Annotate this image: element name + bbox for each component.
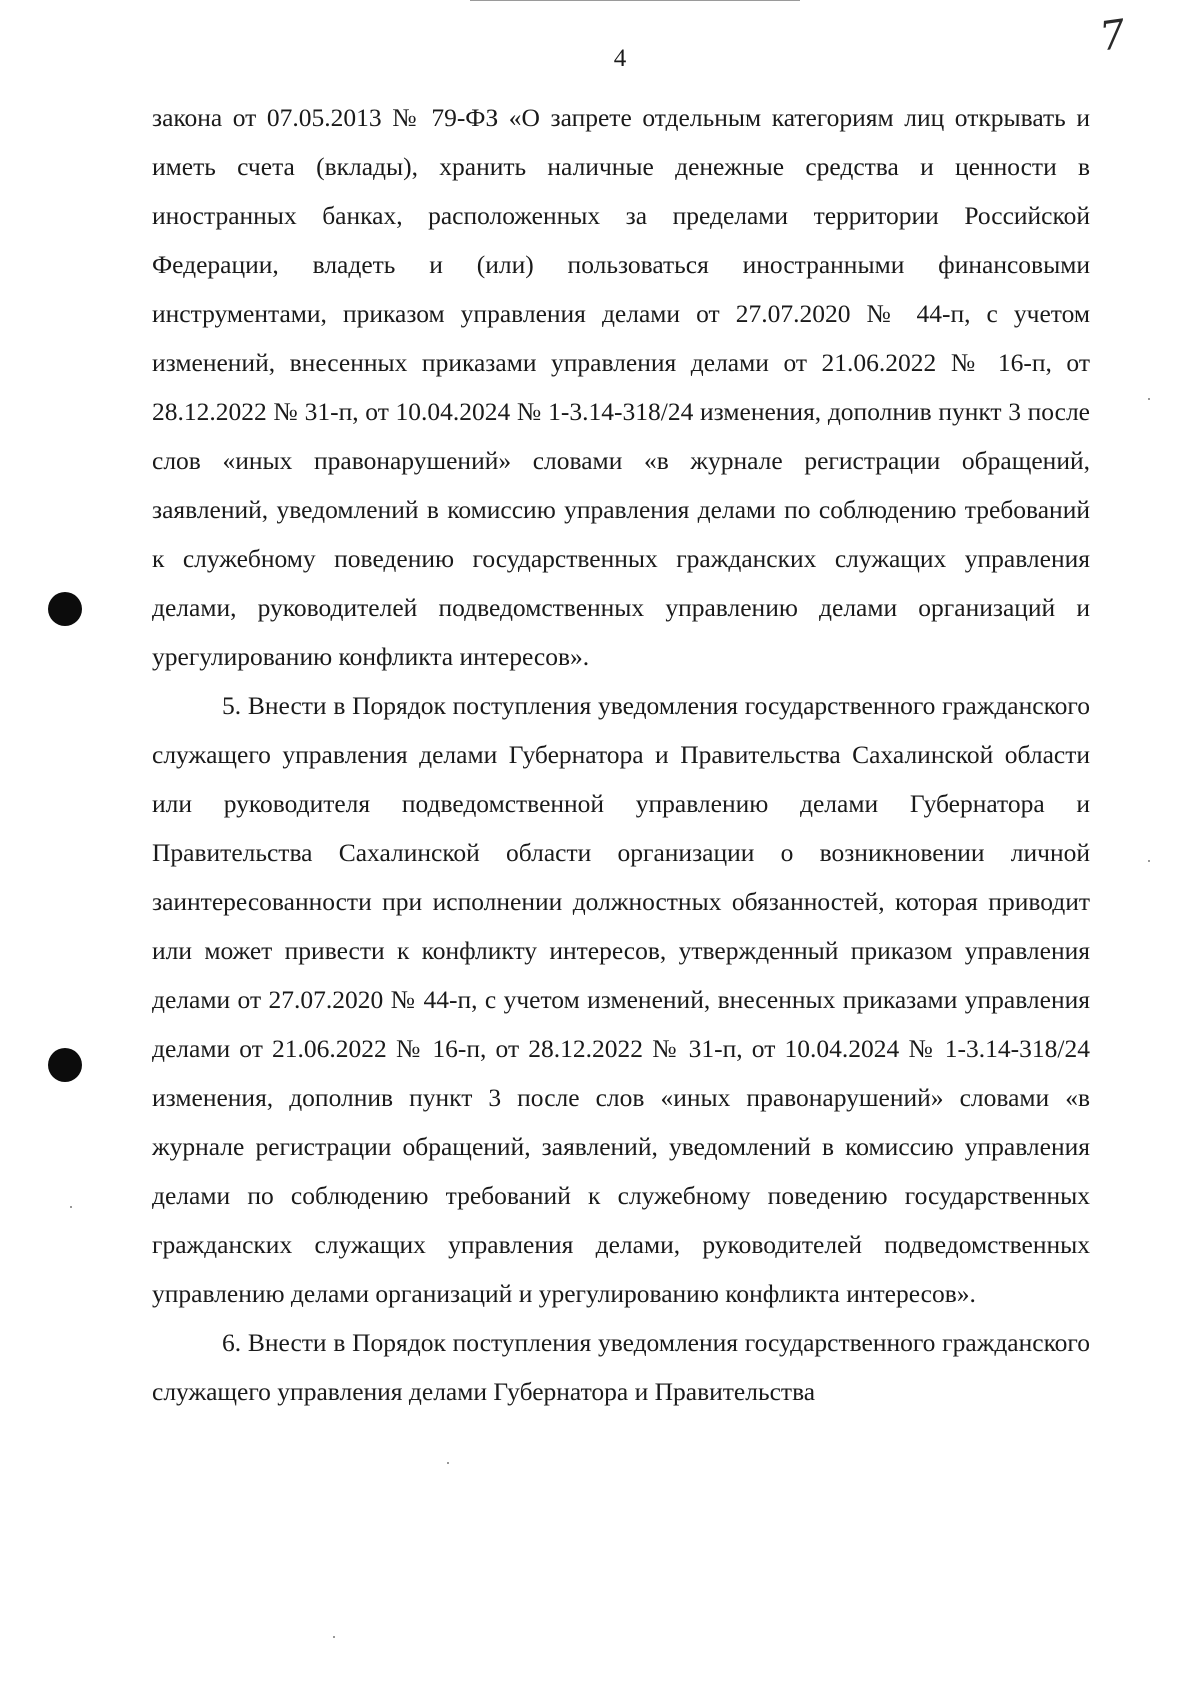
scan-top-edge <box>470 0 800 1</box>
punch-hole-lower <box>48 1048 82 1082</box>
scan-speck <box>447 1462 449 1464</box>
paragraph-item-5: 5. Внести в Порядок поступления уведомления государственного гражданского служащего управления делами Губернатора и Правительства Сахалинской области или руководителя подведомственной управлению делами Губернатора и Правительства Сахалинской области организации о возникновении личной заинтересованности при исполнении должностных обязанностей, которая приводит или может привести к конфликту интересов, утвержденный приказом управления делами от 27.07.2020 № 44-п, с учетом изменений, внесенных приказами управления делами от 21.06.2022 № 16-п, от 28.12.2022 № 31-п, от 10.04.2024 № 1-3.14-318/24 изменения, дополнив пункт 3 после слов «иных правонарушений» словами «в журнале регистрации обращений, заявлений, уведомлений в комиссию управления делами по соблюдению требований к служебному поведению государственных гражданских служащих управления делами, руководителей подведомственных управлению делами организаций и урегулированию конфликта интересов». <box>152 691 1090 1308</box>
scan-speck <box>70 1206 72 1208</box>
punch-hole-upper <box>48 592 82 626</box>
handwritten-sheet-number: 7 <box>1096 11 1129 61</box>
paragraph-continuation: закона от 07.05.2013 № 79-ФЗ «О запрете отдельным категориям лиц открывать и иметь счета (вклады), хранить наличные денежные средства и ценности в иностранных банках, расположенных за пределами территории Российской Федерации, владеть и (или) пользоваться иностранными финансовыми инструментами, приказом управления делами от 27.07.2020 № 44-п, с учетом изменений, внесенных приказами управления делами от 21.06.2022 № 16-п, от 28.12.2022 № 31-п, от 10.04.2024 № 1-3.14-318/24 изменения, дополнив пункт 3 после слов «иных правонарушений» словами «в журнале регистрации обращений, заявлений, уведомлений в комиссию управления делами по соблюдению требований к служебному поведению государственных гражданских служащих управления делами, руководителей подведомственных управлению делами организаций и урегулированию конфликта интересов». <box>152 103 1090 671</box>
scan-speck <box>1148 860 1150 862</box>
document-body <box>152 93 1090 1416</box>
page-number: 4 <box>613 45 627 72</box>
paragraph-item-6: 6. Внести в Порядок поступления уведомления государственного гражданского служащего управления делами Губернатора и Правительства <box>152 1328 1090 1406</box>
scan-speck <box>333 1636 335 1638</box>
scan-speck <box>1148 398 1150 400</box>
